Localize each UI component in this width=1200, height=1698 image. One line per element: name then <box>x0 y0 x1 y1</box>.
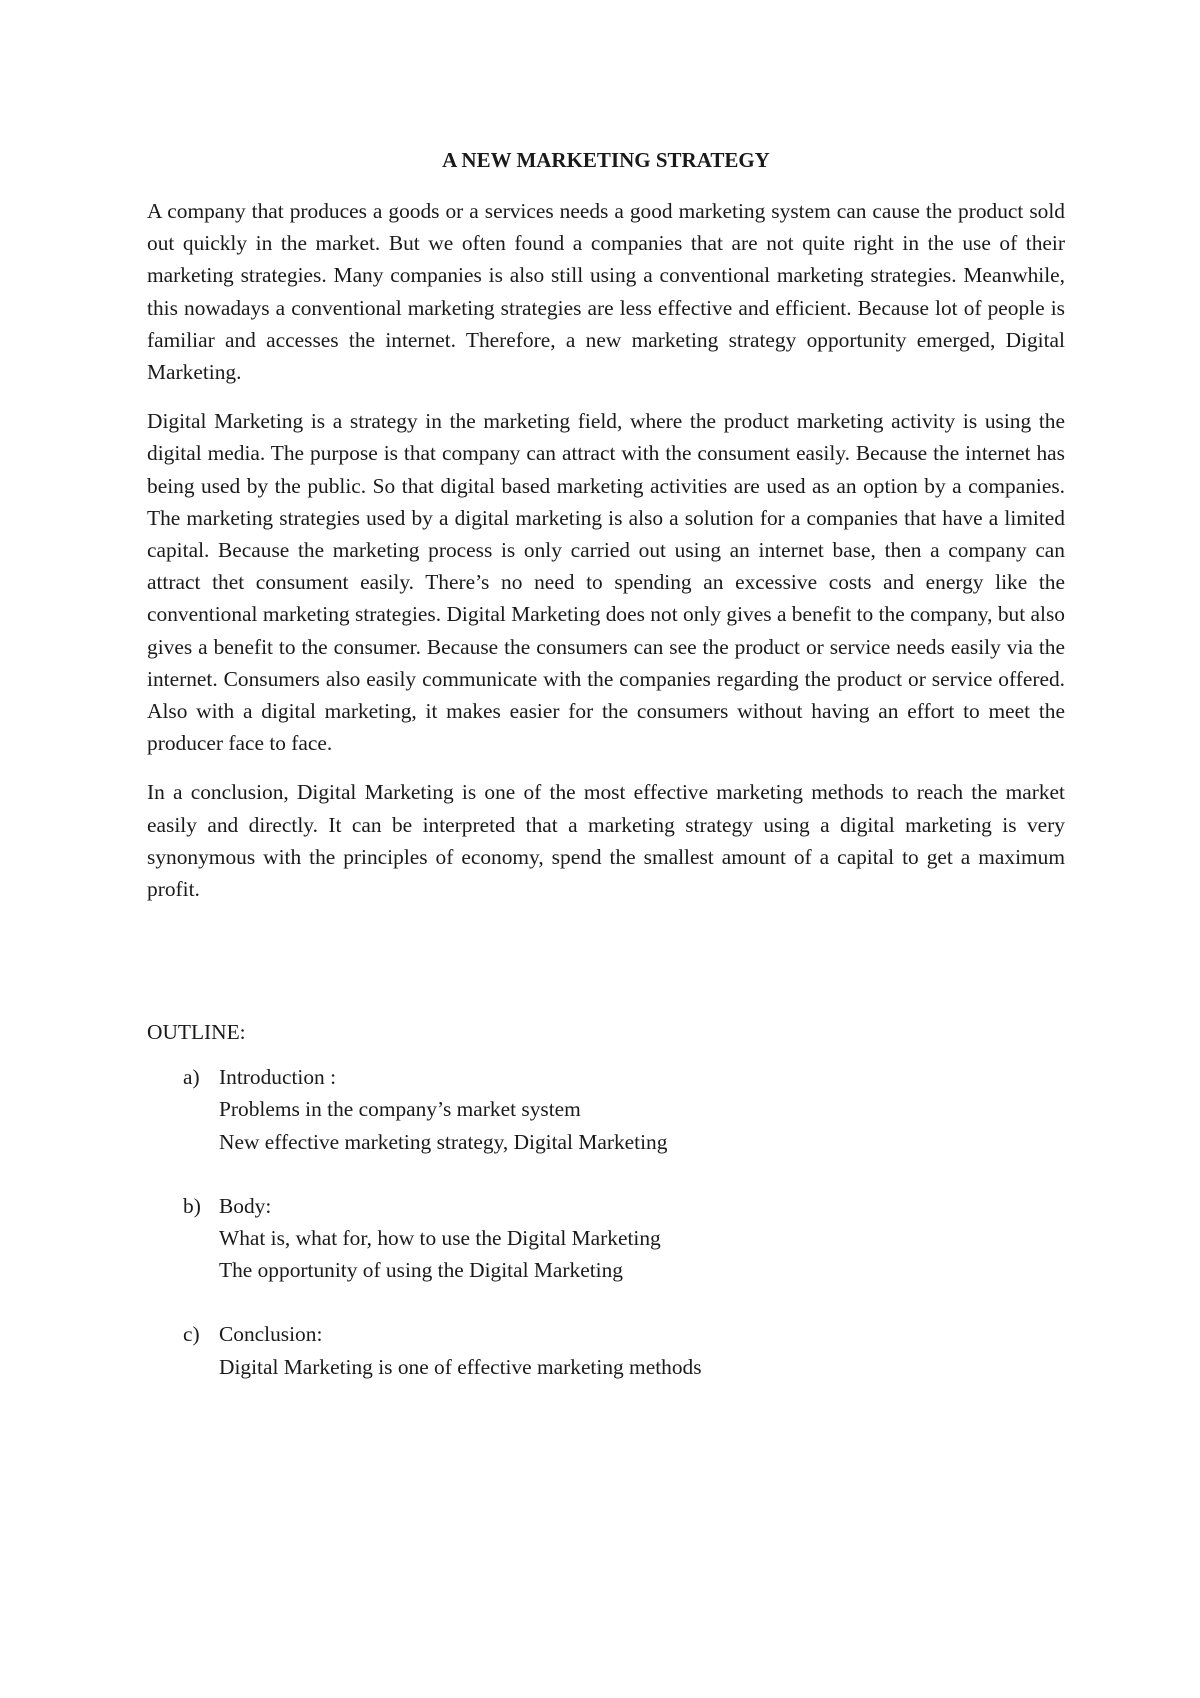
paragraph-digital-marketing: Digital Marketing is a strategy in the marketing field, where the product marketing activity is using the digital media. The purpose is that company can attract with the consument easily. Because the internet has being used by the public. So that digital based marketing activities are used as an option by a companies. The marketing strategies used by a digital marketing is also a solution for a companies that have a limited capital. Because the marketing process is only carried out using an internet base, then a company can attract thet consument easily. There’s no need to spending an excessive costs and energy like the conventional marketing strategies. Digital Marketing does not only gives a benefit to the company, but also gives a benefit to the consumer. Because the consumers can see the product or service needs easily via the internet. Consumers also easily communicate with the companies regarding the product or service offered. Also with a digital marketing, it makes easier for the consumers without having an effort to meet the producer face to face. <box>147 409 1065 756</box>
document-title: A NEW MARKETING STRATEGY <box>442 148 770 172</box>
outline-item-line: New effective marketing strategy, Digital Marketing <box>219 1129 668 1154</box>
outline-item-line: What is, what for, how to use the Digital Marketing <box>219 1226 661 1251</box>
outline-section <box>147 1016 1065 1415</box>
outline-item-label: Introduction : <box>219 1065 337 1090</box>
outline-item-conclusion <box>147 1318 1065 1382</box>
document-body <box>147 195 1065 922</box>
outline-marker: a) <box>183 1065 200 1090</box>
outline-marker: b) <box>183 1193 201 1218</box>
paragraph-conclusion: In a conclusion, Digital Marketing is one of the most effective marketing methods to reach the market easily and directly. It can be interpreted that a marketing strategy using a digital marketing is very synonymous with the principles of economy, spend the smallest amount of a capital to get a maximum profit. <box>147 780 1065 902</box>
outline-item-line: Digital Marketing is one of effective marketing methods <box>219 1354 702 1379</box>
outline-heading: OUTLINE: <box>147 1020 246 1044</box>
paragraph-introduction: A company that produces a goods or a services needs a good marketing system can cause the product sold out quickly in the market. But we often found a companies that are not quite right in the use of their marketing strategies. Many companies is also still using a conventional marketing strategies. Meanwhile, this nowadays a conventional marketing strategies are less effective and efficient. Because lot of people is familiar and accesses the internet. Therefore, a new marketing strategy opportunity emerged, Digital Marketing. <box>147 199 1065 385</box>
outline-item-introduction <box>147 1061 1065 1158</box>
outline-marker: c) <box>183 1322 200 1347</box>
outline-item-label: Conclusion: <box>219 1322 323 1347</box>
outline-item-body <box>147 1190 1065 1287</box>
outline-item-label: Body: <box>219 1193 272 1218</box>
outline-item-line: The opportunity of using the Digital Marketing <box>219 1258 623 1283</box>
outline-item-line: Problems in the company’s market system <box>219 1097 581 1122</box>
